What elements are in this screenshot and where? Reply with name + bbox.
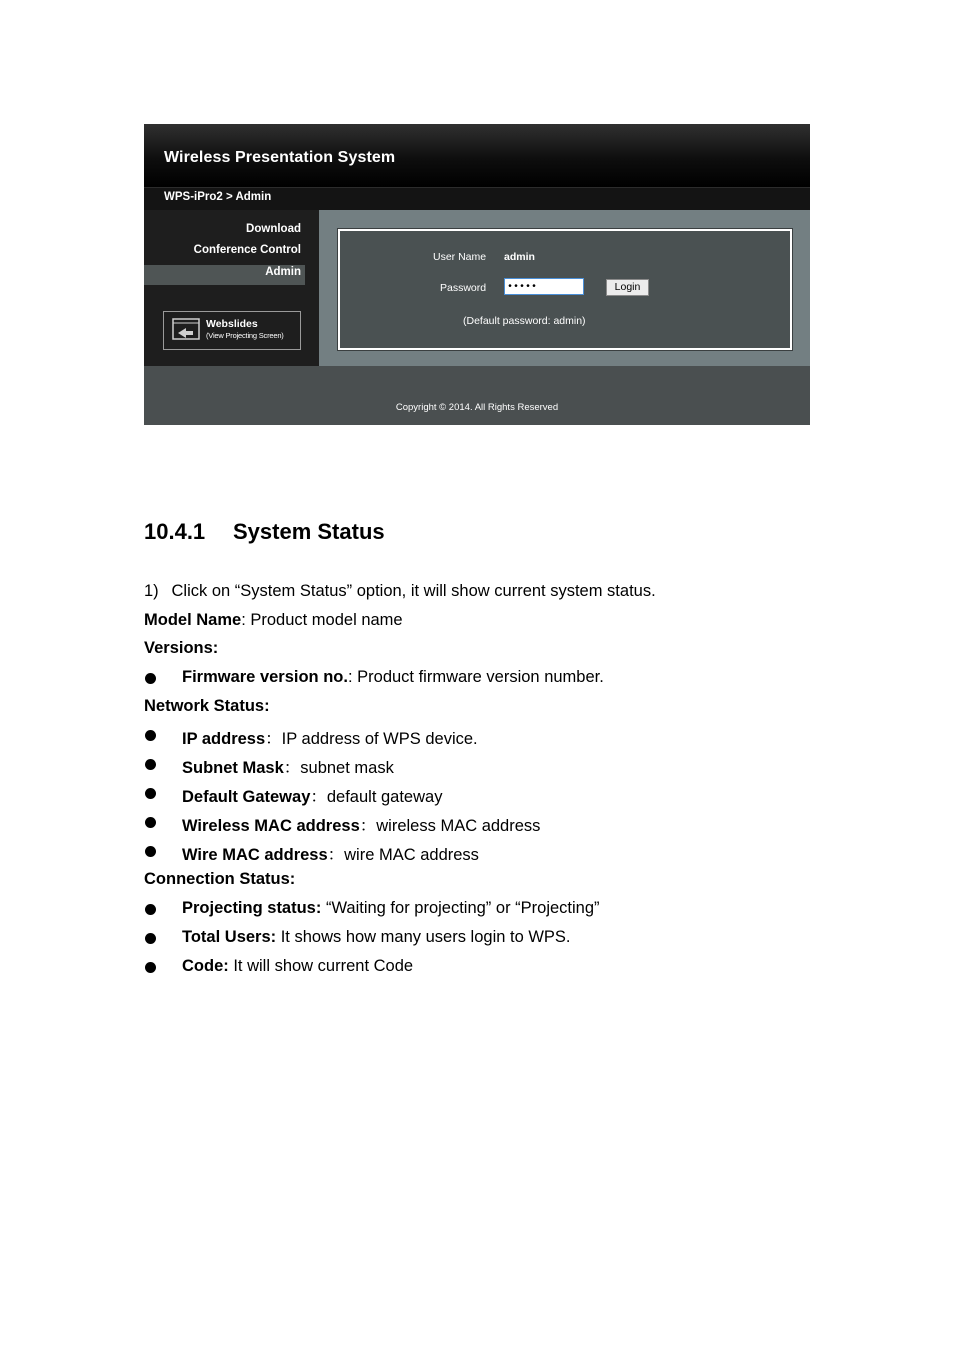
bullet-icon xyxy=(145,933,156,944)
sidebar-item-conference-control[interactable]: Conference Control xyxy=(193,244,301,256)
list-item-wireless-mac xyxy=(182,812,540,836)
breadcrumb-text: WPS-iPro2 > Admin xyxy=(164,191,272,203)
app-header xyxy=(144,124,810,187)
app-title: Wireless Presentation System xyxy=(164,149,396,166)
item-label: Wireless MAC address xyxy=(182,817,360,835)
connection-heading: Connection Status: xyxy=(144,870,296,888)
section-title: System Status xyxy=(233,519,385,544)
item-text: ：wireless MAC address xyxy=(359,817,541,835)
item-label: Code: xyxy=(182,957,229,975)
intro-text: 1) Click on “System Status” option, it will show current system status. xyxy=(144,582,656,600)
item-label: Default Gateway xyxy=(182,788,311,806)
admin-login-screenshot xyxy=(144,124,810,425)
versions-heading: Versions: xyxy=(144,639,219,657)
model-name-label: Model Name xyxy=(144,611,242,629)
bullet-icon xyxy=(145,846,156,857)
item-label: Projecting status: xyxy=(182,899,322,917)
item-text: It will show current Code xyxy=(228,957,414,975)
password-label: Password xyxy=(440,282,487,294)
password-input[interactable]: ••••• xyxy=(504,278,584,295)
bullet-icon xyxy=(145,788,156,799)
copyright: Copyright © 2014. All Rights Reserved xyxy=(395,402,559,413)
list-item-subnet-mask xyxy=(182,754,394,778)
main-panel xyxy=(319,210,810,366)
list-item-projecting-status xyxy=(182,899,600,918)
sidebar xyxy=(144,210,319,366)
item-label: Total Users: xyxy=(182,928,277,946)
username-label: User Name xyxy=(433,251,487,263)
item-label: IP address xyxy=(182,730,266,748)
sidebar-item-download[interactable]: Download xyxy=(246,223,301,235)
bullet-icon xyxy=(145,673,156,684)
login-button[interactable]: Login xyxy=(606,279,649,296)
item-text: ：subnet mask xyxy=(283,759,394,777)
item-text: ：default gateway xyxy=(310,788,443,806)
item-label: Wire MAC address xyxy=(182,846,328,864)
bullet-icon xyxy=(145,904,156,915)
list-item-wire-mac xyxy=(182,841,479,865)
model-name-text: : Product model name xyxy=(241,611,403,629)
bullet-icon xyxy=(145,730,156,741)
default-password-hint: (Default password: admin) xyxy=(463,315,586,327)
item-text: It shows how many users login to WPS. xyxy=(276,928,571,946)
bullet-icon xyxy=(145,817,156,828)
bullet-icon xyxy=(145,759,156,770)
sidebar-item-admin[interactable]: Admin xyxy=(265,266,301,278)
item-text: : Product firmware version number. xyxy=(347,668,604,686)
list-item-ip-address xyxy=(182,725,478,749)
item-text: “Waiting for projecting” or “Projecting” xyxy=(321,899,600,917)
username-value: admin xyxy=(504,251,535,263)
item-text: ：IP address of WPS device. xyxy=(265,730,478,748)
item-label: Firmware version no. xyxy=(182,668,348,686)
list-item-firmware xyxy=(182,668,604,687)
list-item-total-users xyxy=(182,928,571,947)
section-heading xyxy=(144,519,385,545)
login-form xyxy=(338,229,792,350)
network-heading: Network Status: xyxy=(144,697,270,715)
bullet-icon xyxy=(145,962,156,973)
webslides-subtitle: (View Projecting Screen) xyxy=(206,331,284,340)
model-name-line xyxy=(144,611,403,630)
item-label: Subnet Mask xyxy=(182,759,284,777)
breadcrumb xyxy=(144,187,810,210)
item-text: ：wire MAC address xyxy=(327,846,479,864)
footer xyxy=(144,366,810,425)
list-item-default-gateway xyxy=(182,783,442,807)
list-item-code xyxy=(182,957,413,976)
webslides-icon xyxy=(172,318,200,340)
webslides-title: Webslides xyxy=(206,318,258,330)
section-number: 10.4.1 xyxy=(144,519,206,544)
webslides-button[interactable] xyxy=(163,311,301,350)
